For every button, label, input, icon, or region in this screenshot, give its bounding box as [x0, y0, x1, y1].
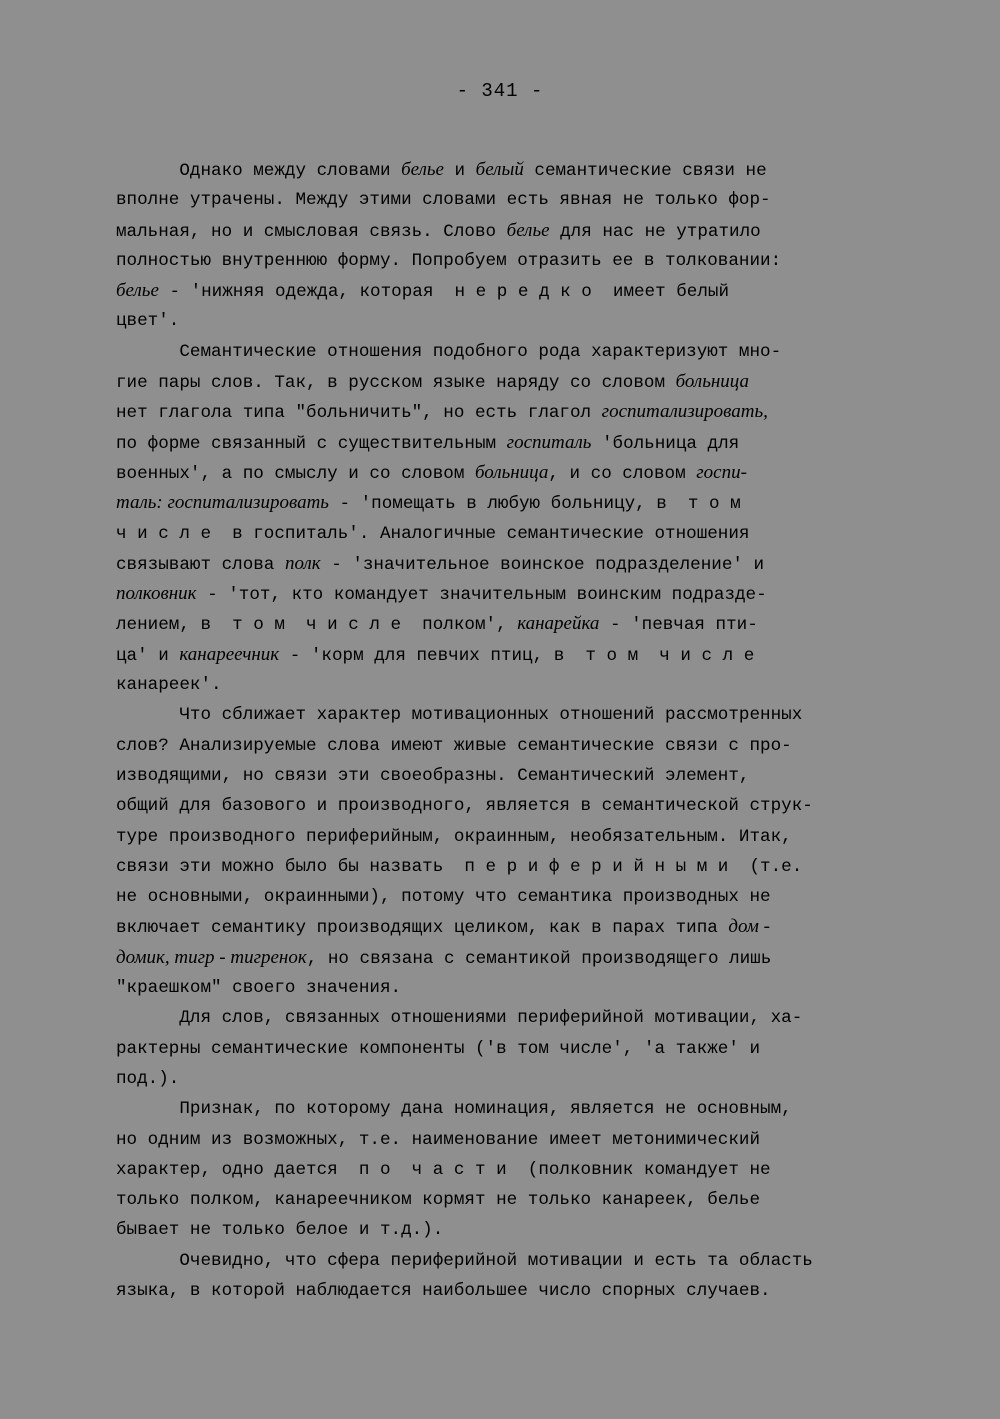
text-run: - 'значительное воинское подразделение' и [320, 554, 765, 575]
italic-term: госпиталь [506, 431, 592, 453]
italic-term: белье [401, 159, 444, 180]
text-line [116, 1125, 906, 1155]
text-line [116, 640, 906, 670]
text-run: , но связана с семантикой производящего лишь [306, 948, 772, 969]
text-line [116, 822, 906, 852]
text-line [116, 761, 906, 791]
text-line [116, 306, 906, 336]
text-line [116, 216, 906, 246]
text-line [116, 700, 906, 730]
text-line [116, 1064, 906, 1094]
text-run: 'больница для [591, 433, 740, 454]
text-line [116, 1246, 906, 1276]
italic-term: дом - [728, 916, 770, 938]
text-line [116, 458, 906, 488]
text-line [116, 973, 906, 1003]
text-line [116, 791, 906, 821]
italic-term: белье [116, 280, 159, 302]
text-run: туре производного периферийным, окраинным, необязательным. Итак, [116, 826, 792, 847]
text-run: под.). [116, 1068, 180, 1089]
text-line [116, 276, 906, 306]
italic-term: полковник [116, 583, 197, 605]
text-run: Признак, по которому дана номинация, является не основным, [116, 1099, 792, 1120]
text-run: - 'тот, кто командует значительным воинским подразде- [196, 585, 767, 606]
text-run: канареек'. [116, 675, 222, 696]
italic-term: больница [675, 371, 749, 393]
text-run: - 'нижняя одежда, которая н е р е д к о имеет белый [158, 282, 730, 303]
text-line [116, 1094, 906, 1124]
text-run: только полком, канареечником кормят не только канареек, белье [116, 1190, 761, 1211]
text-line [116, 488, 906, 518]
italic-term: полк [284, 552, 321, 574]
paragraph [116, 337, 906, 701]
text-line [116, 367, 906, 397]
text-run: не основными, окраинными), потому что семантика производных не [116, 887, 771, 908]
text-run: но одним из возможных, т.е. наименование имеет метонимический [116, 1129, 761, 1150]
text-run: Семантические отношения подобного рода характеризуют мно- [116, 341, 782, 362]
text-line [116, 943, 906, 973]
text-line [116, 1034, 906, 1064]
text-line [116, 852, 906, 882]
text-run: "краешком" своего значения. [116, 978, 402, 999]
text-line [116, 731, 906, 761]
text-body [116, 155, 906, 1306]
paragraph [116, 1094, 906, 1245]
italic-term: домик, тигр - тигренок [116, 946, 307, 968]
text-run: полностью внутреннюю форму. Попробуем отразить ее в толковании: [116, 250, 782, 271]
text-line [116, 155, 906, 185]
text-run: языка, в которой наблюдается наибольшее число спорных случаев. [116, 1280, 771, 1301]
text-line [116, 579, 906, 609]
text-line [116, 1003, 906, 1033]
text-line [116, 428, 906, 458]
italic-term: госпи- [696, 461, 747, 483]
text-line [116, 1215, 906, 1245]
text-line [116, 337, 906, 367]
italic-term: белый [475, 159, 524, 180]
italic-term: больница [474, 461, 549, 483]
text-run: цвет'. [116, 311, 180, 332]
paragraph [116, 155, 906, 337]
text-run: мальная, но и смысловая связь. Слово [116, 221, 507, 242]
text-line [116, 1185, 906, 1215]
text-run: ч и с л е в госпиталь'. Аналогичные семантические отношения [116, 523, 750, 544]
text-run: рактерны семантические компоненты ('в том числе', 'а также' и [116, 1038, 761, 1059]
italic-term: таль: госпитализировать [116, 492, 329, 514]
text-line [116, 246, 906, 276]
text-line [116, 1276, 906, 1306]
text-run: гие пары слов. Так, в русском языке наряду со словом [116, 373, 676, 394]
text-run: по форме связанный с существительным [116, 433, 507, 454]
text-run: ца' и [116, 645, 180, 666]
paragraph [116, 700, 906, 1003]
text-run: связи эти можно было бы назвать п е р и ф е р и й н ы м и (т.е. [116, 856, 803, 877]
text-run: вполне утрачены. Между этими словами есть явная не только фор- [116, 190, 771, 211]
text-run: военных', а по смыслу и со словом [116, 463, 475, 484]
text-run: слов? Анализируемые слова имеют живые семантические связи с про- [116, 735, 792, 756]
text-run: характер, одно дается п о ч а с т и (полковник командует не [116, 1159, 771, 1180]
italic-term: канареечник [179, 643, 280, 665]
text-run: лением, в т о м ч и с л е полком', [116, 615, 518, 636]
text-run: - 'корм для певчих птиц, в т о м ч и с л е [279, 645, 755, 666]
text-run: семантические связи не [523, 161, 767, 181]
text-run: - 'помещать в любую больницу, в т о м [328, 494, 741, 515]
text-line [116, 882, 906, 912]
text-run: для нас не утратило [549, 221, 761, 242]
text-run: Для слов, связанных отношениями периферийной мотивации, ха- [116, 1008, 803, 1029]
text-run: включает семантику производящих целиком, как в парах типа [116, 918, 729, 939]
text-run: - 'певчая пти- [599, 615, 758, 636]
text-line [116, 397, 906, 427]
text-run: связывают слова [116, 554, 285, 575]
page-number: - 341 - [456, 80, 544, 102]
paragraph [116, 1246, 906, 1307]
text-line [116, 1155, 906, 1185]
italic-term: белье [506, 219, 550, 241]
text-run: нет глагола типа "больничить", но есть глагол [116, 403, 602, 424]
text-line [116, 609, 906, 639]
paragraph [116, 1003, 906, 1094]
italic-term: госпитализировать, [601, 401, 768, 423]
text-line [116, 519, 906, 549]
text-run: Очевидно, что сфера периферийной мотивации и есть та область [116, 1250, 813, 1271]
text-line [116, 912, 906, 942]
text-run: общий для базового и производного, является в семантической струк- [116, 796, 813, 817]
text-run: Что сближает характер мотивационных отношений рассмотренных [116, 705, 803, 726]
text-line [116, 185, 906, 215]
text-run: и [443, 161, 476, 181]
text-run: , и со словом [548, 463, 697, 484]
text-run: Однако между словами [116, 161, 402, 181]
text-run: бывает не только белое и т.д.). [116, 1220, 444, 1241]
italic-term: канарейка [517, 613, 600, 635]
text-run: изводящими, но связи эти своеобразны. Семантический элемент, [116, 765, 750, 786]
text-line [116, 549, 906, 579]
text-line [116, 670, 906, 700]
